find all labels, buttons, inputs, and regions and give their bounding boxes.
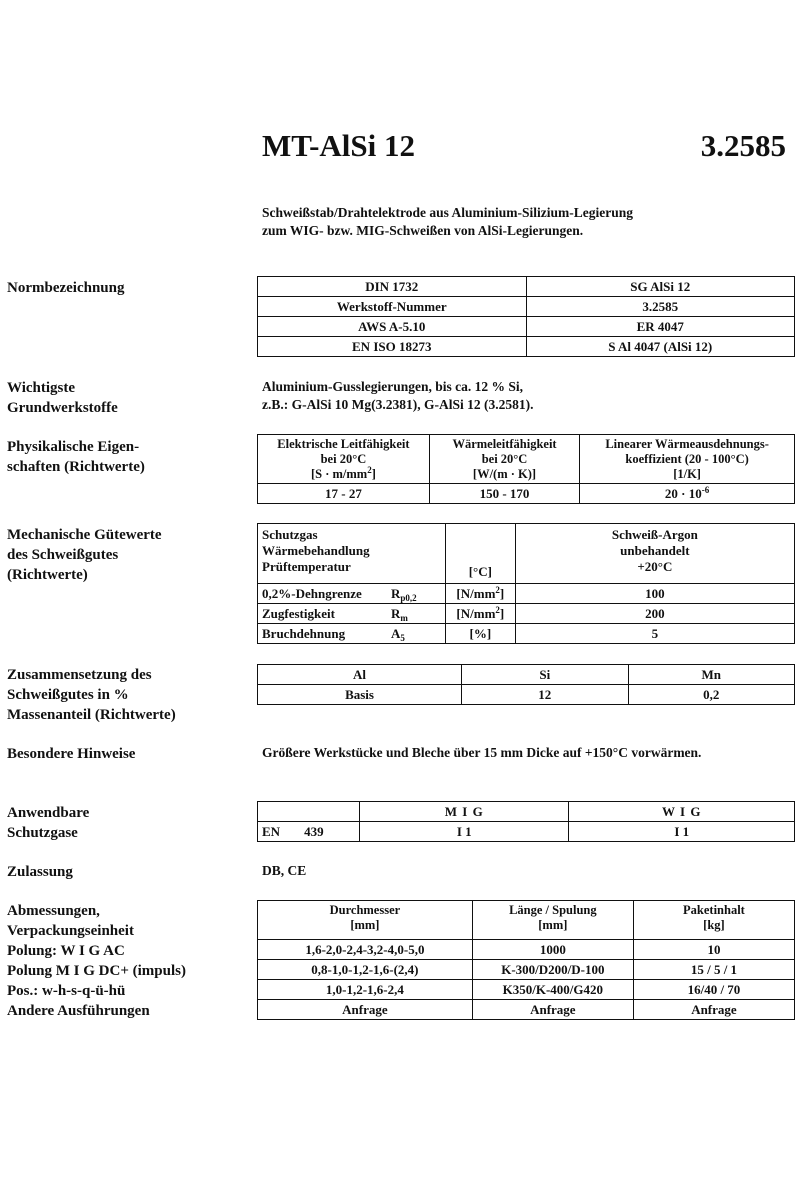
- text-line: Aluminium-Gusslegierungen, bis ca. 12 % Si,: [262, 379, 524, 394]
- header-text: [mm]: [538, 918, 568, 932]
- grund-label: [7, 378, 118, 418]
- header-cell: [°C]: [445, 524, 515, 584]
- table-cell: 16/40 / 70: [633, 980, 794, 1000]
- table-row: [258, 624, 795, 644]
- table-cell: SG AlSi 12: [526, 277, 795, 297]
- header-text: +20°C: [637, 559, 673, 574]
- table-cell: 150 - 170: [429, 484, 579, 504]
- table-cell: 12: [462, 685, 628, 705]
- table-cell: 17 - 27: [258, 484, 430, 504]
- table-cell: Anfrage: [633, 1000, 794, 1020]
- header-text: Elektrische Leitfähigkeit: [277, 437, 410, 451]
- table-cell: Werkstoff-Nummer: [258, 297, 527, 317]
- table-cell: 1,0-1,2-1,6-2,4: [258, 980, 473, 1000]
- label-line: Grundwerkstoffe: [7, 400, 118, 416]
- header-cell: [258, 435, 430, 484]
- table-cell: 5: [515, 624, 794, 644]
- table-row: [258, 685, 795, 705]
- header-text: bei 20°C: [481, 452, 528, 466]
- header-text: [mm]: [350, 918, 380, 932]
- mech-label: [7, 525, 162, 585]
- header-text: Durchmesser: [329, 903, 401, 917]
- table-row: [258, 337, 795, 357]
- table-cell: Zugfestigkeit $R_m$: [258, 604, 446, 624]
- header-cell: [429, 435, 579, 484]
- comp-label: [7, 665, 176, 725]
- label-line: Schweißgutes in %: [7, 687, 129, 703]
- label-line: Physikalische Eigen-: [7, 439, 140, 455]
- label-line: Abmessungen,: [7, 903, 100, 919]
- table-cell: $[N/mm^2]$: [445, 604, 515, 624]
- table-header-row: [258, 802, 795, 822]
- table-header-row: [258, 524, 795, 584]
- table-row: [258, 960, 795, 980]
- header-text: Wärmeleitfähigkeit: [452, 437, 557, 451]
- table-row: [258, 822, 795, 842]
- table-cell: 0,2: [628, 685, 794, 705]
- abm-label: [7, 901, 186, 1021]
- label-line: (Richtwerte): [7, 567, 88, 583]
- intro-line: zum WIG- bzw. MIG-Schweißen von AlSi-Legierungen.: [262, 223, 584, 238]
- phys-label: [7, 437, 145, 477]
- header-cell: M I G: [360, 802, 569, 822]
- label-line: Pos.: w-h-s-q-ü-hü: [7, 983, 126, 999]
- gas-label: [7, 803, 89, 843]
- table-row: [258, 297, 795, 317]
- norm-label: Normbezeichnung: [7, 280, 125, 296]
- table-cell: K350/K-400/G420: [472, 980, 633, 1000]
- norm-table: [257, 276, 795, 357]
- zulassung-text: DB, CE: [262, 863, 307, 878]
- table-cell: DIN 1732: [258, 277, 527, 297]
- header-text: [kg]: [703, 918, 725, 932]
- header-text: Schutzgas: [262, 527, 318, 542]
- table-row: [258, 317, 795, 337]
- hinweis-label: Besondere Hinweise: [7, 746, 136, 762]
- material-number: 3.2585: [700, 128, 786, 163]
- table-cell: 100: [515, 584, 794, 604]
- intro-line: Schweißstab/Drahtelektrode aus Aluminium-Silizium-Legierung: [262, 205, 634, 220]
- header-text: Paketinhalt: [683, 903, 745, 917]
- label-line: schaften (Richtwerte): [7, 459, 145, 475]
- header-cell: [515, 524, 794, 584]
- header-unit: [1/K]: [673, 467, 701, 481]
- header-text: Länge / Spulung: [509, 903, 597, 917]
- table-row: [258, 584, 795, 604]
- header-text: Prüftemperatur: [262, 559, 351, 574]
- table-row: [258, 1000, 795, 1020]
- label-line: Zusammensetzung des: [7, 667, 152, 683]
- label-line: Andere Ausführungen: [7, 1003, 150, 1019]
- table-row: [258, 277, 795, 297]
- header-cell: [258, 524, 446, 584]
- header-cell: W I G: [569, 802, 795, 822]
- label-line: Verpackungseinheit: [7, 923, 134, 939]
- table-cell: $20 \cdot 10^{-6}$: [580, 484, 795, 504]
- label-line: des Schweißgutes: [7, 547, 119, 563]
- header-cell: [258, 802, 360, 822]
- gas-table: [257, 801, 795, 842]
- table-cell: Anfrage: [258, 1000, 473, 1020]
- header-cell: [580, 435, 795, 484]
- header-unit: [W/(m · K)]: [472, 467, 537, 481]
- header-unit: $[S \cdot m/mm^2]$: [310, 465, 376, 481]
- table-cell: 200: [515, 604, 794, 624]
- table-cell: AWS A-5.10: [258, 317, 527, 337]
- text-line: z.B.: G-AlSi 10 Mg(3.2381), G-AlSi 12 (3.2581).: [262, 397, 534, 412]
- table-cell: ER 4047: [526, 317, 795, 337]
- table-header-row: [258, 665, 795, 685]
- table-cell: 15 / 5 / 1: [633, 960, 794, 980]
- table-cell: I 1: [569, 822, 795, 842]
- grund-text: [262, 378, 533, 414]
- header-cell: Al: [258, 665, 462, 685]
- table-row: [258, 980, 795, 1000]
- table-cell: Basis: [258, 685, 462, 705]
- label-line: Polung M I G DC+ (impuls): [7, 963, 186, 979]
- phys-table: [257, 434, 795, 504]
- table-cell: I 1: [360, 822, 569, 842]
- header-cell: [633, 901, 794, 940]
- table-cell: [%]: [445, 624, 515, 644]
- header-cell: [472, 901, 633, 940]
- label-line: Massenanteil (Richtwerte): [7, 707, 176, 723]
- product-title: MT-AlSi 12: [262, 128, 416, 163]
- table-header-row: [258, 435, 795, 484]
- table-cell: 3.2585: [526, 297, 795, 317]
- table-cell: EN ISO 18273: [258, 337, 527, 357]
- label-line: Mechanische Gütewerte: [7, 527, 162, 543]
- table-header-row: [258, 901, 795, 940]
- zulassung-label: Zulassung: [7, 864, 73, 880]
- header-text: koeffizient (20 - 100°C): [625, 452, 749, 466]
- header-text: bei 20°C: [320, 452, 367, 466]
- label-line: Anwendbare: [7, 805, 90, 821]
- label-line: Schutzgase: [7, 825, 78, 841]
- table-cell: 1000: [472, 940, 633, 960]
- header-cell: Mn: [628, 665, 794, 685]
- header-cell: Si: [462, 665, 628, 685]
- table-row: [258, 604, 795, 624]
- table-row: [258, 940, 795, 960]
- table-row: [258, 484, 795, 504]
- table-cell: Bruchdehnung $A_5$: [258, 624, 446, 644]
- table-cell: $[N/mm^2]$: [445, 584, 515, 604]
- table-cell: 0,2%-Dehngrenze $R_{p0,2}$: [258, 584, 446, 604]
- table-cell: S Al 4047 (AlSi 12): [526, 337, 795, 357]
- header-text: Schweiß-Argon: [611, 527, 698, 542]
- header-text: Wärmebehandlung: [262, 543, 370, 558]
- header-cell: [258, 901, 473, 940]
- mech-table: [257, 523, 795, 644]
- header-text: unbehandelt: [620, 543, 690, 558]
- label-line: Wichtigste: [7, 380, 76, 396]
- label-line: Polung: W I G AC: [7, 943, 125, 959]
- hinweis-text: Größere Werkstücke und Bleche über 15 mm Dicke auf +150°C vorwärmen.: [262, 745, 702, 760]
- table-cell: EN 439: [258, 822, 360, 842]
- header-text: Linearer Wärmeausdehnungs-: [605, 437, 769, 451]
- table-cell: 0,8-1,0-1,2-1,6-(2,4): [258, 960, 473, 980]
- table-cell: 10: [633, 940, 794, 960]
- intro-text: [262, 204, 782, 240]
- comp-table: [257, 664, 795, 705]
- abm-table: [257, 900, 795, 1020]
- table-cell: Anfrage: [472, 1000, 633, 1020]
- table-cell: 1,6-2,0-2,4-3,2-4,0-5,0: [258, 940, 473, 960]
- table-cell: K-300/D200/D-100: [472, 960, 633, 980]
